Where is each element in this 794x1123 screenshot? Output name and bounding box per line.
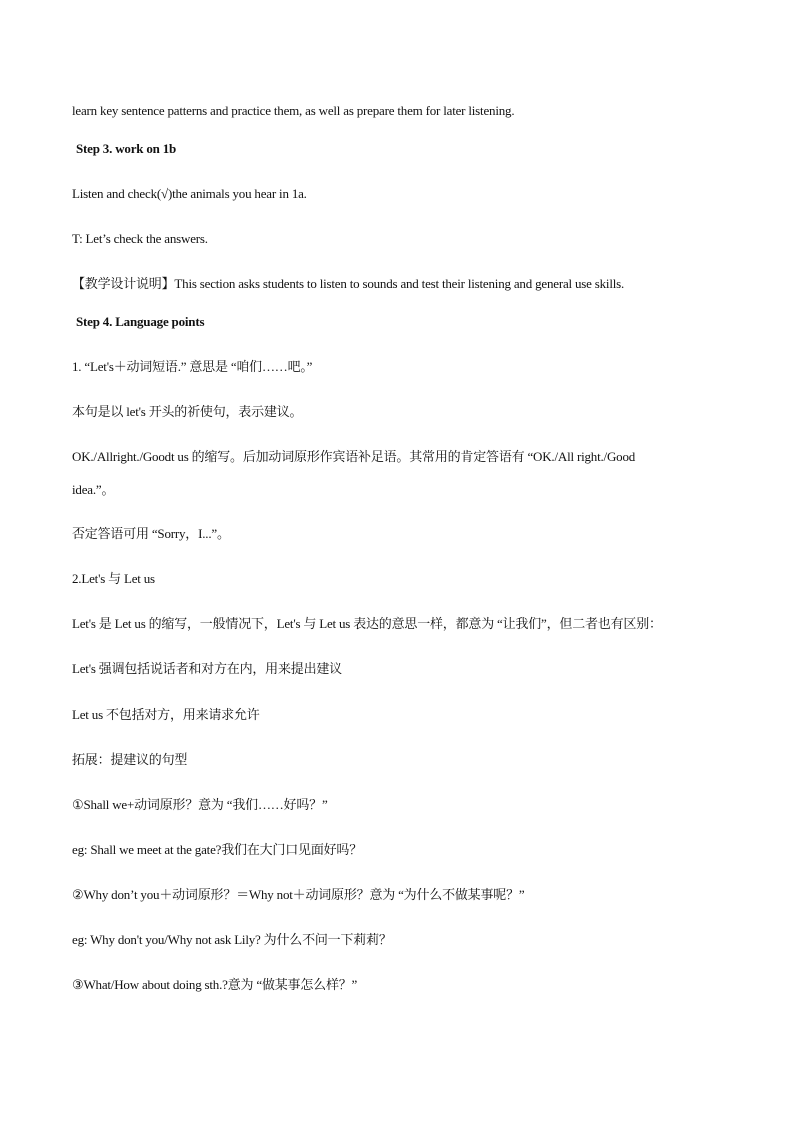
extension-title: 拓展：提建议的句型 (72, 752, 188, 767)
step-4-heading: Step 4. Language points (76, 314, 205, 329)
let-us-usage: Let us 不包括对方，用来请求允许 (72, 707, 260, 722)
point-1-title: 1. “Let's＋动词短语.” 意思是 “咱们……吧。” (72, 359, 313, 374)
pattern-1: ①Shall we+动词原形？意为 “我们……好吗？” (72, 797, 328, 812)
point-1-explanation: 本句是以 let's 开头的祈使句，表示建议。 (72, 404, 303, 419)
point-2-explanation: Let's 是 Let us 的缩写，一般情况下，Let's 与 Let us 表达的意思一样，都意为 “让我们”，但二者也有区别： (72, 616, 662, 631)
point-1-answers-continued: idea.”。 (72, 482, 115, 497)
intro-text-line: learn key sentence patterns and practice them, as well as prepare them for later listening. (72, 103, 515, 118)
step-3-heading: Step 3. work on 1b (76, 141, 177, 156)
design-note: 【教学设计说明】This section asks students to listen to sounds and test their listening and general use skills. (72, 276, 625, 291)
pattern-2-example: eg: Why don't you/Why not ask Lily? 为什么不问一下莉莉？ (72, 932, 392, 947)
pattern-1-example: eg: Shall we meet at the gate?我们在大门口见面好吗？ (72, 842, 363, 857)
point-2-title: 2.Let's 与 Let us (72, 571, 155, 586)
lets-usage: Let's 强调包括说话者和对方在内，用来提出建议 (72, 661, 342, 676)
pattern-2: ②Why don’t you＋动词原形？＝Why not＋动词原形？意为 “为什么不做某事呢？” (72, 887, 525, 902)
point-1-answers: OK./Allright./Goodt us 的缩写。后加动词原形作宾语补足语。其常用的肯定答语有 “OK./All right./Good (72, 449, 636, 464)
listening-instruction: Listen and check(√)the animals you hear in 1a. (72, 186, 307, 201)
negative-answer: 否定答语可用 “Sorry，I...”。 (72, 526, 230, 541)
teacher-line: T: Let’s check the answers. (72, 231, 208, 246)
pattern-3: ③What/How about doing sth.?意为 “做某事怎么样？” (72, 977, 358, 992)
